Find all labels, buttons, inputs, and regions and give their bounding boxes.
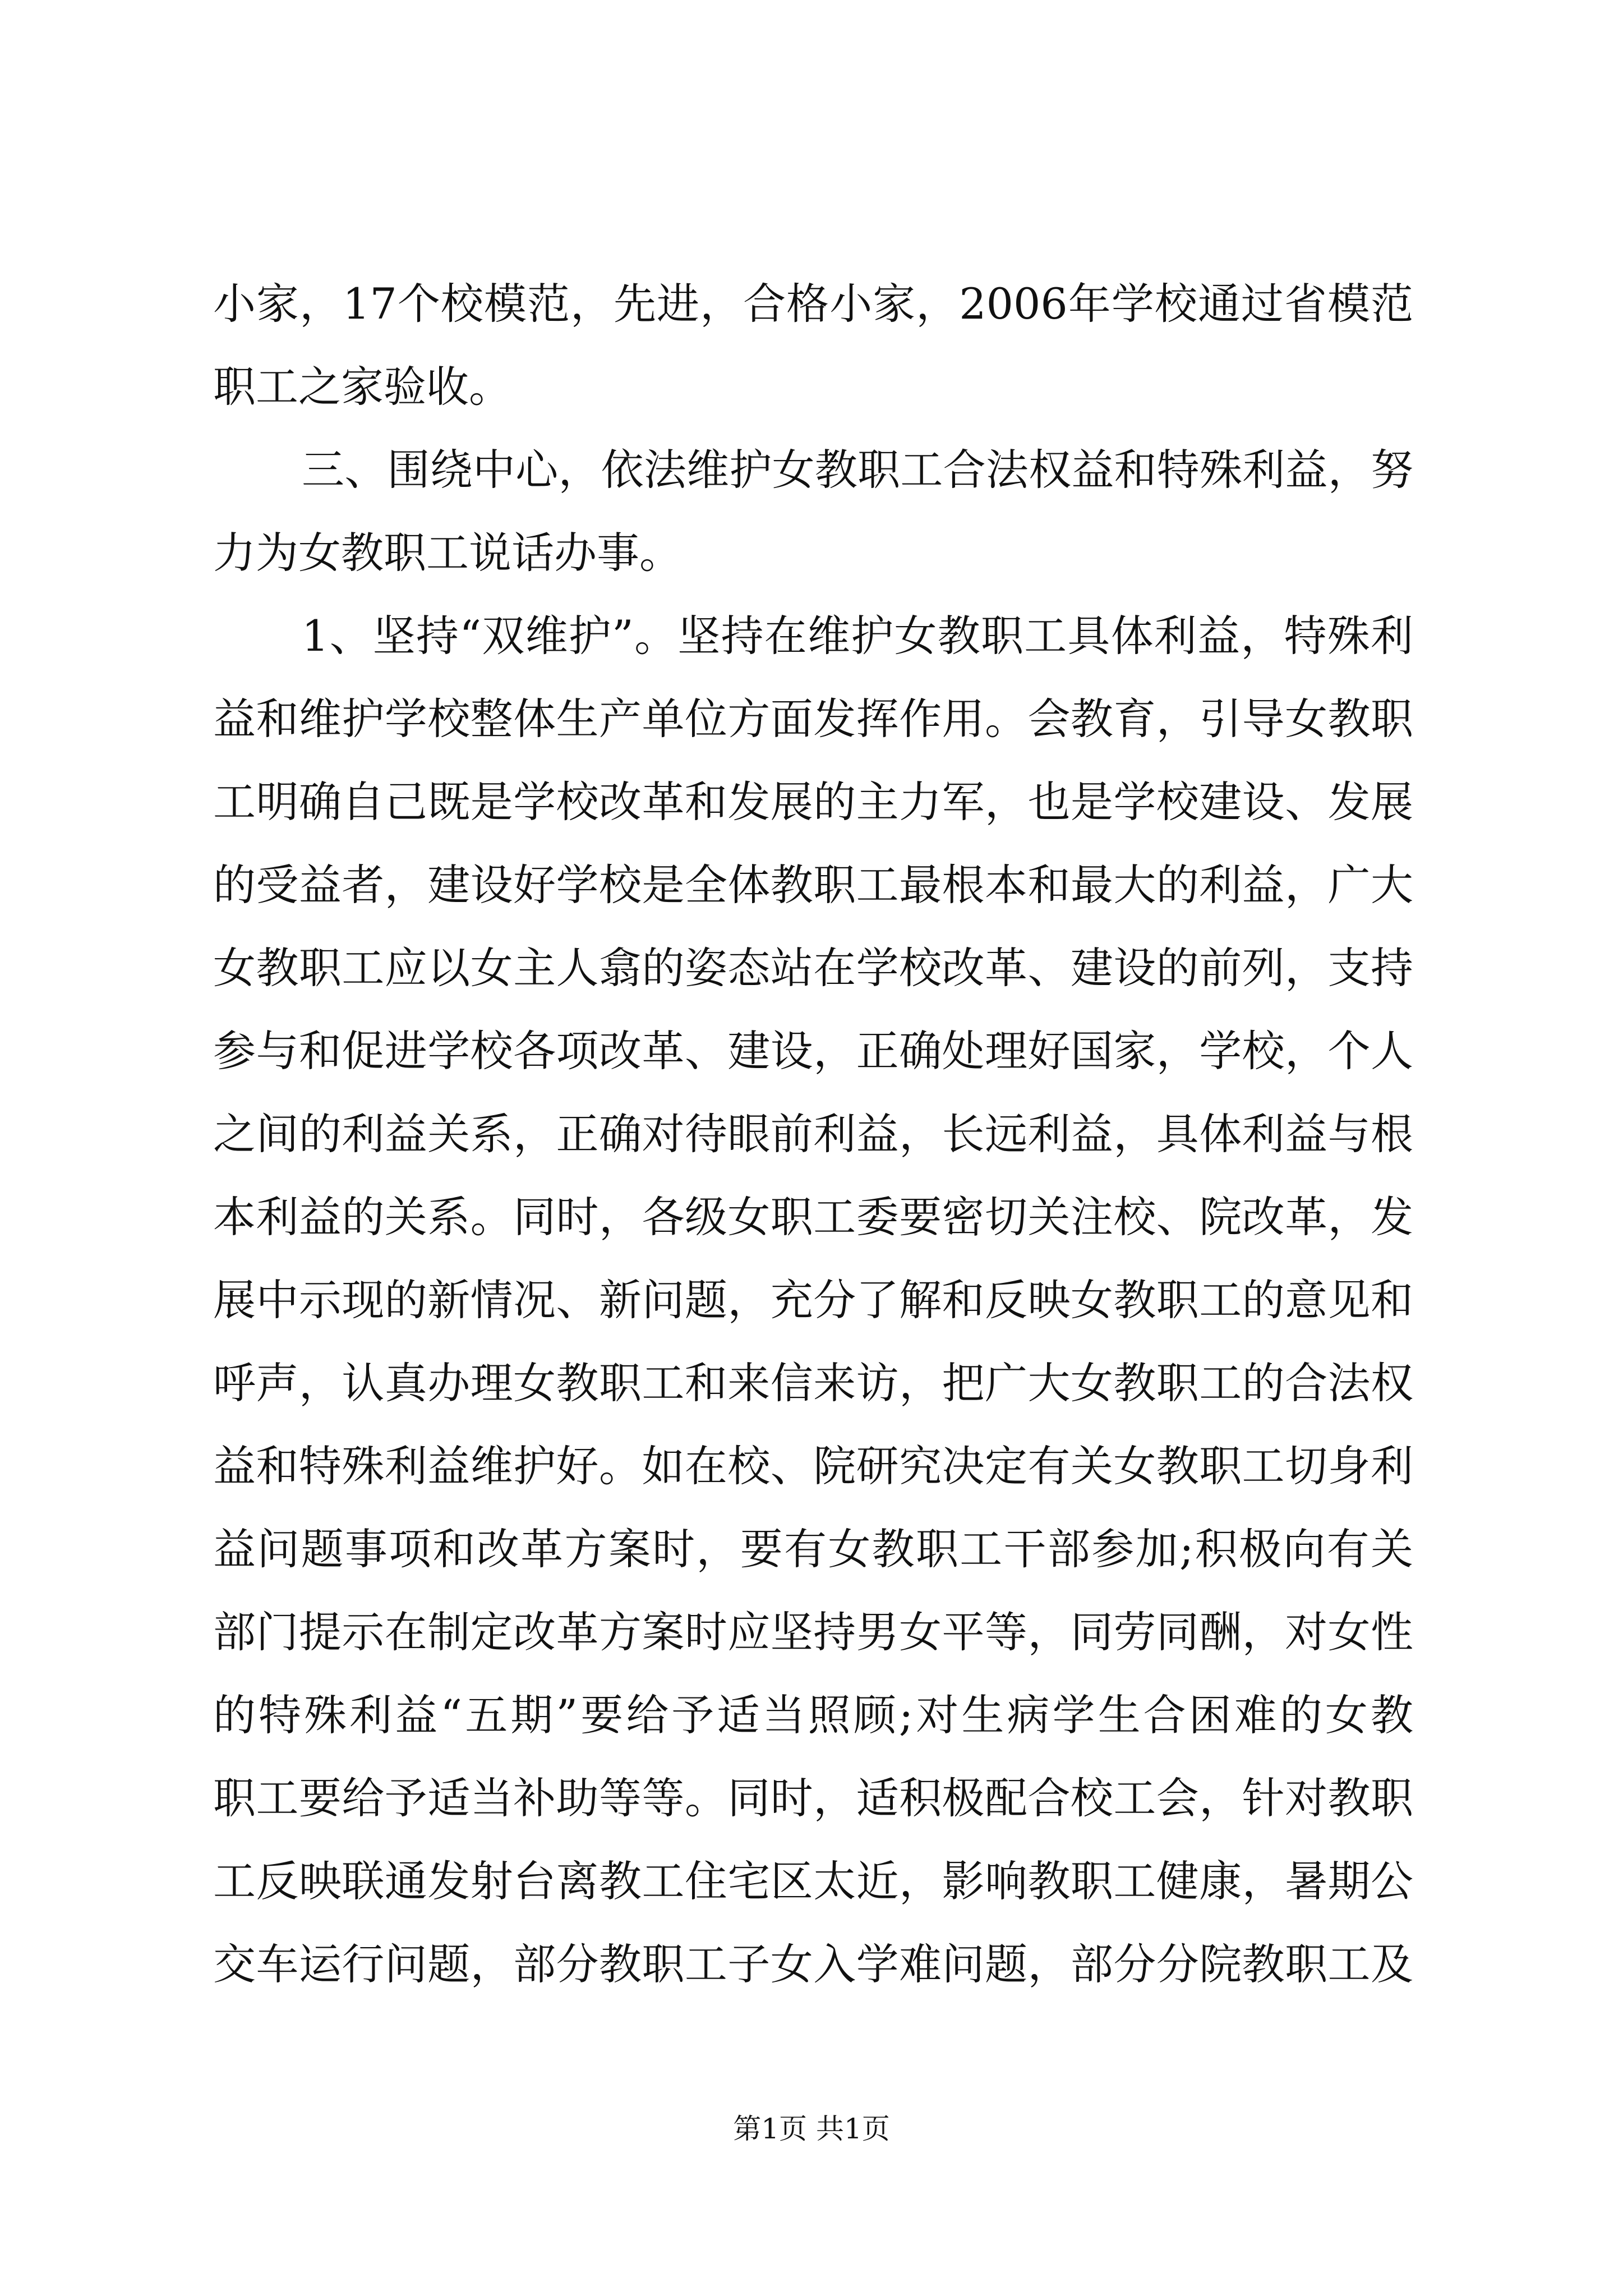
text-line: 的受益者，建设好学校是全体教职工最根本和最大的利益，广大	[213, 860, 1413, 910]
text-line: 职工之家验收。	[213, 362, 511, 412]
text-line: 部门提示在制定改革方案时应坚持男女平等，同劳同酬，对女性	[213, 1607, 1413, 1657]
text-line: 展中示现的新情况、新问题，充分了解和反映女教职工的意见和	[213, 1275, 1413, 1325]
text-line: 益和特殊利益维护好。如在校、院研究决定有关女教职工切身利	[213, 1441, 1413, 1491]
text-line: 的特殊利益“五期”要给予适当照顾;对生病学生合困难的女教	[213, 1690, 1413, 1740]
text-line: 本利益的关系。同时，各级女职工委要密切关注校、院改革，发	[213, 1192, 1413, 1242]
text-line: 女教职工应以女主人翕的姿态站在学校改革、建设的前列，支持	[213, 943, 1413, 993]
section-heading-continued: 力为女教职工说话办事。	[213, 528, 682, 578]
text-line: 呼声，认真办理女教职工和来信来访，把广大女教职工的合法权	[213, 1358, 1413, 1408]
document-body	[213, 263, 1413, 2006]
section-heading: 三、围绕中心，依法维护女教职工合法权益和特殊利益，努	[302, 445, 1413, 495]
text-line: 工明确自己既是学校改革和发展的主力军，也是学校建设、发展	[213, 777, 1413, 827]
text-line: 职工要给予适当补助等等。同时，适积极配合校工会，针对教职	[213, 1773, 1413, 1823]
text-line: 小家，17个校模范，先进，合格小家，2006年学校通过省模范	[213, 279, 1413, 329]
page-number-footer: 第1页 共1页	[733, 2113, 890, 2145]
paragraph-start: 1、坚持“双维护”。坚持在维护女教职工具体利益，特殊利	[302, 611, 1413, 661]
text-line: 参与和促进学校各项改革、建设，正确处理好国家，学校，个人	[213, 1026, 1413, 1076]
text-line: 交车运行问题，部分教职工子女入学难问题，部分分院教职工及	[213, 1939, 1413, 1989]
text-line: 益和维护学校整体生产单位方面发挥作用。会教育，引导女教职	[213, 694, 1413, 744]
text-line: 益问题事项和改革方案时，要有女教职工干部参加;积极向有关	[213, 1524, 1413, 1574]
text-line: 工反映联通发射台离教工住宅区太近，影响教职工健康，暑期公	[213, 1856, 1413, 1906]
text-line: 之间的利益关系，正确对待眼前利益，长远利益，具体利益与根	[213, 1109, 1413, 1159]
